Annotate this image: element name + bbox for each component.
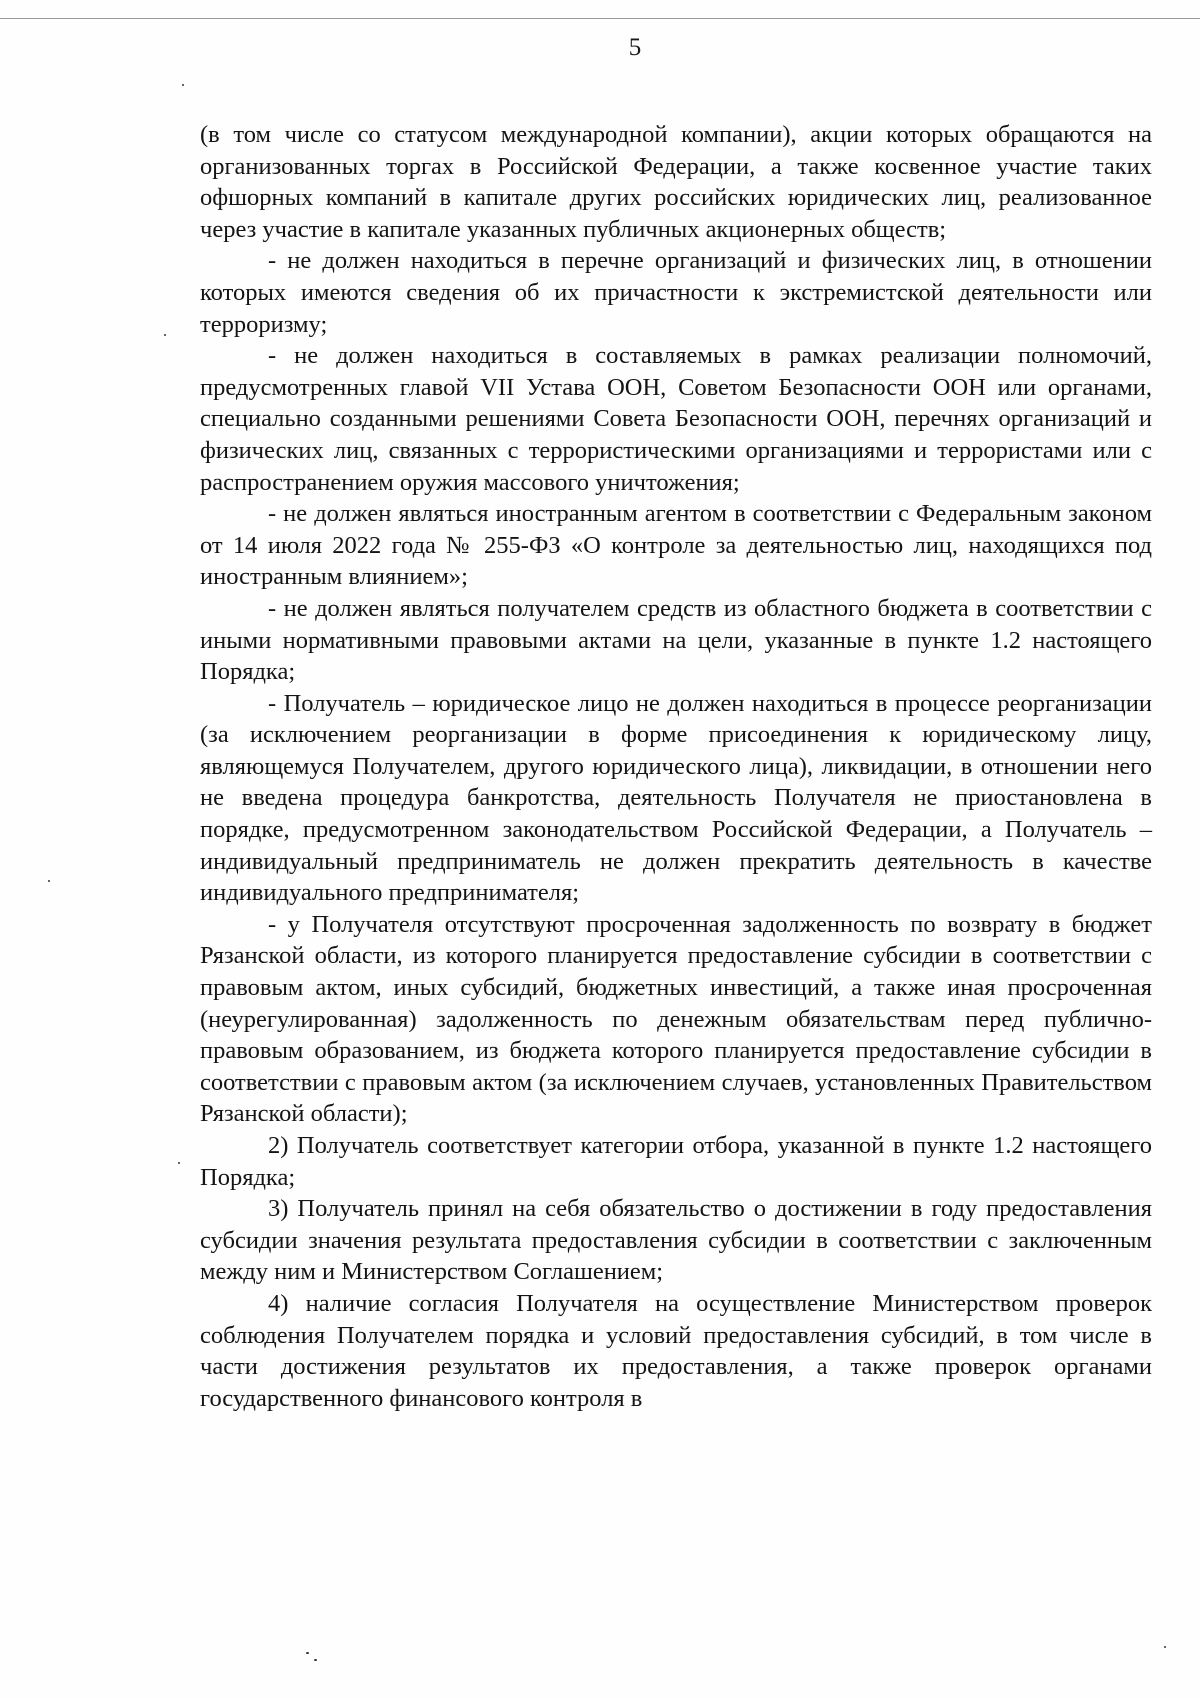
paragraph-item-2: 2) Получатель соответствует категории отбора, указанной в пункте 1.2 настоящего Порядка; [200,1132,1152,1191]
paragraph-foreign-agent: - не должен являться иностранным агентом в соответствии с Федеральным законом от 14 июля 2022 года № 255-ФЗ «О контроле за деятельностью лиц, находящихся под иностранным влиянием»; [200,500,1152,591]
paragraph-overdue-debt: - у Получателя отсутствуют просроченная задолженность по возврату в бюджет Рязанской области, из которого планируется предоставление субсидии в соответствии с правовым актом, иных субсидий, бюджетных инвестиций, а также иная просроченная (неурегулированная) задолженность по денежным обязательствам перед публично-правовым образованием, из бюджета которого планируется предоставление субсидии в соответствии с правовым актом (за исключением случаев, установленных Правительством Рязанской области); [200,910,1152,1128]
document-body [200,119,1152,1414]
paragraph-un-security-council-list: - не должен находиться в составляемых в рамках реализации полномочий, предусмотренных главой VII Устава ООН, Советом Безопасности ООН или органами, специально созданными решениями Совета Безопасности ООН, перечнях организаций и физических лиц, связанных с террористическими организациями и террористами или с распространением оружия массового уничтожения; [200,342,1152,496]
paragraph-item-4: 4) наличие согласия Получателя на осуществление Министерством проверок соблюдения Получателем порядка и условий предоставления субсидий, в том числе в части достижения результатов их предоставления, а также проверок органами государственного финансового контроля в [200,1289,1152,1412]
paragraph-reorganization: - Получатель – юридическое лицо не должен находиться в процессе реорганизации (за исключением реорганизации в форме присоединения к юридическому лицу, являющемуся Получателем, другого юридического лица), ликвидации, в отношении него не введена процедура банкротства, деятельность Получателя не приостановлена в порядке, предусмотренном законодательством Российской Федерации, а Получатель – индивидуальный предприниматель не должен прекратить деятельность в качестве индивидуального предпринимателя; [200,689,1152,907]
paragraph-extremism-list: - не должен находиться в перечне организаций и физических лиц, в отношении которых имеются сведения об их причастности к экстремистской деятельности или терроризму; [200,247,1152,338]
paragraph-continuation: (в том числе со статусом международной компании), акции которых обращаются на организованных торгах в Российской Федерации, а также косвенное участие таких офшорных компаний в капитале других российских юридических лиц, реализованное через участие в капитале указанных публичных акционерных обществ; [200,121,1152,243]
paragraph-regional-budget: - не должен являться получателем средств из областного бюджета в соответствии с иными нормативными правовыми актами на цели, указанные в пункте 1.2 настоящего Порядка; [200,594,1152,686]
scan-speck [182,84,184,86]
paragraph-item-3: 3) Получатель принял на себя обязательство о достижении в году предоставления субсидии значения результата предоставления субсидии в соответствии с заключенным между ним и Министерством Соглашением; [200,1195,1152,1286]
scan-speck [314,1659,317,1661]
page-number: 5 [628,34,642,61]
scan-speck [306,1652,309,1654]
scan-speck [48,880,50,882]
scan-speck [1164,1646,1166,1648]
scan-speck [178,1162,180,1164]
page-top-rule [0,18,1200,19]
scan-speck [164,334,166,336]
